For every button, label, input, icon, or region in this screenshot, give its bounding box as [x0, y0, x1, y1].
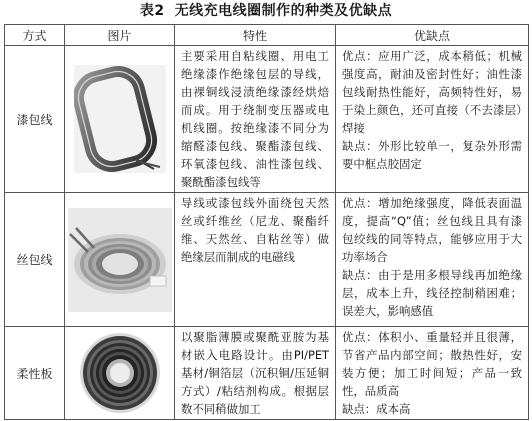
image-cell: [65, 327, 175, 420]
cons-text: 缺点：成本高: [342, 402, 411, 416]
table-row: [5, 193, 529, 327]
header-type: 方式: [5, 25, 65, 46]
type-cell: 丝包线: [5, 193, 65, 327]
pros-cons-cell: [336, 46, 529, 193]
pros-text: 优点：增加绝缘强度，降低表面温度，提高“Q”值；丝包线且具有漆包绞线的同等特点，能够应用于大功率场合: [342, 196, 522, 264]
type-cell: 柔性板: [5, 327, 65, 420]
pros-cons-cell: [336, 193, 529, 327]
feature-text: 导线或漆包线外面绕包天然丝或纤维丝（尼龙、聚酯纤维、天然丝、自粘丝等）做绝缘层而制成的电磁线: [181, 196, 329, 264]
feature-cell: [175, 193, 336, 327]
header-row: [5, 25, 529, 46]
cons-text: 缺点：外形比较单一，复杂外形需要中框点胶固定: [342, 139, 522, 171]
silk-wire-coil-icon: [68, 208, 172, 312]
header-image: 图片: [65, 25, 175, 46]
image-cell: [65, 193, 175, 327]
image-cell: [65, 46, 175, 193]
type-cell: 漆包线: [5, 46, 65, 193]
pros-text: 优点：体积小、重量轻并且很薄，节省产品内部空间；散热性好，安装方便；加工时间短；产品一致性，品质高: [342, 330, 522, 398]
comparison-table: [4, 24, 529, 420]
enameled-wire-coil-icon: [74, 65, 166, 173]
table-caption: 无线充电线圈制作的种类及优缺点: [174, 3, 393, 19]
pros-cons-cell: [336, 327, 529, 420]
feature-text: 以聚脂薄膜或聚酰亚胺为基材嵌入电路设计。由PI/PET基材/铜箔层（沉积铜/压延铜方式）/粘结剂构成。根据层数不同稍做加工: [181, 330, 329, 416]
table-row: [5, 327, 529, 420]
flexible-pcb-coil-icon: [72, 330, 168, 416]
table-number: 表2: [139, 3, 165, 19]
table-title: [0, 2, 532, 20]
pros-text: 优点：应用广泛，成本稍低；机械强度高，耐油及密封性好；油性漆包线耐热性能好，高频特性好，易于染上颜色，还可直接（不去漆层）焊接: [342, 49, 522, 135]
cons-text: 缺点：由于是用多根导线再加绝缘层，成本上升，线径控制稍困难；误差大，影响感值: [342, 268, 522, 318]
header-pros-cons: 优缺点: [336, 25, 529, 46]
feature-cell: [175, 327, 336, 420]
feature-cell: [175, 46, 336, 193]
feature-text: 主要采用自粘线圈、用电工绝缘漆作绝缘包层的导线，由裸铜线浸渍绝缘漆经烘焙而成。用于绕制变压器或电机线圈。按绝缘漆不同分为缩醛漆包线、聚酯漆包线、环氧漆包线、油性漆包线、聚酰酯漆包线等: [181, 49, 329, 189]
header-feature: 特性: [175, 25, 336, 46]
table-row: [5, 46, 529, 193]
